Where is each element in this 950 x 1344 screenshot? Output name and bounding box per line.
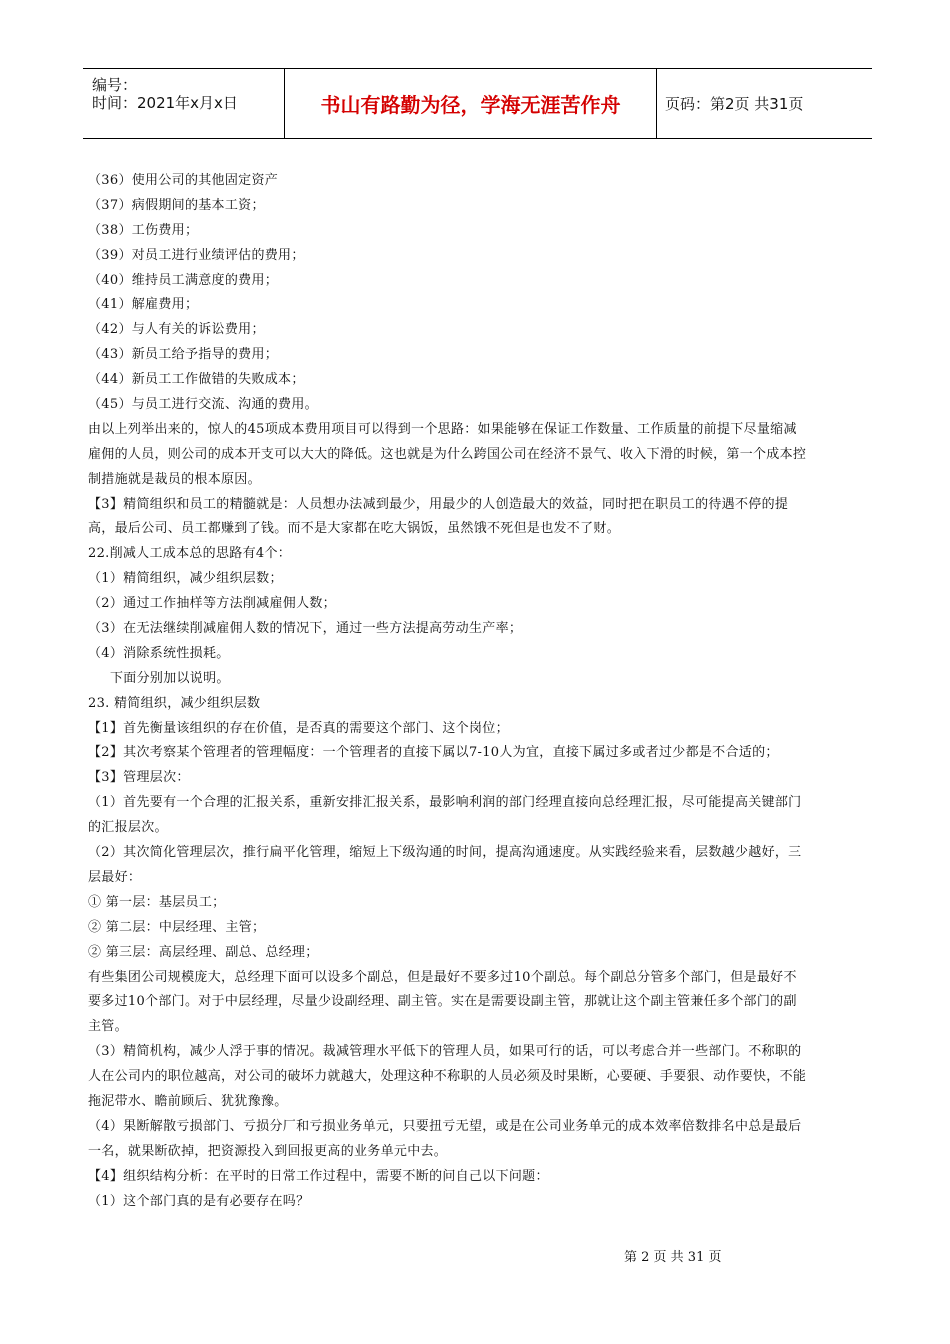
text-line: （39）对员工进行业绩评估的费用； — [88, 247, 305, 263]
header-page-number: 页码：第2页 共31页 — [665, 95, 804, 113]
text-line: （4）消除系统性损耗。 — [88, 645, 230, 661]
header-motto-cell — [284, 69, 657, 138]
text-line: 拖泥带水、瞻前顾后、犹犹豫豫。 — [88, 1093, 288, 1109]
text-line: （44）新员工工作做错的失败成本； — [88, 372, 305, 388]
document-number-label: 编号： — [92, 76, 138, 94]
header-left-cell — [83, 69, 283, 138]
text-line: 一名，就果断砍掉，把资源投入到回报更高的业务单元中去。 — [88, 1143, 448, 1159]
text-line: （2）其次简化管理层次，推行扁平化管理，缩短上下级沟通的时间，提高沟通速度。从实践经验来看，层数越少越好，三 — [88, 845, 802, 861]
page-footer: 第 2 页 共 31 页 — [624, 1250, 722, 1265]
text-line: 雇佣的人员，则公司的成本开支可以大大的降低。这也就是为什么跨国公司在经济不景气、收入下滑的时候，第一个成本控 — [88, 446, 807, 462]
text-line: （38）工伤费用； — [88, 222, 199, 238]
text-line: （42）与人有关的诉讼费用； — [88, 322, 265, 338]
text-line: 主管。 — [88, 1019, 128, 1035]
text-line: ② 第三层：高层经理、副总、总经理； — [88, 944, 319, 960]
text-line: 的汇报层次。 — [88, 820, 168, 836]
text-line: （45）与员工进行交流、沟通的费用。 — [88, 397, 318, 413]
page-header — [83, 68, 872, 139]
text-line: 由以上列举出来的，惊人的45项成本费用项目可以得到一个思路：如果能够在保证工作数量、工作质量的前提下尽量缩减 — [88, 421, 797, 437]
text-line: （4）果断解散亏损部门、亏损分厂和亏损业务单元，只要扭亏无望，或是在公司业务单元的成本效率倍数排名中总是最后 — [88, 1118, 802, 1134]
text-line: ① 第一层：基层员工； — [88, 894, 226, 910]
text-line: ② 第二层：中层经理、主管； — [88, 919, 266, 935]
header-motto: 书山有路勤为径，学海无涯苦作舟 — [320, 93, 621, 117]
text-line: （37）病假期间的基本工资； — [88, 197, 265, 213]
text-line: （3）精简机构，减少人浮于事的情况。裁减管理水平低下的管理人员，如果可行的话，可以考虑合并一些部门。不称职的 — [88, 1044, 802, 1060]
text-line: （43）新员工给予指导的费用； — [88, 347, 279, 363]
text-line: 【3】管理层次： — [88, 770, 190, 786]
text-line: 层最好： — [88, 869, 142, 885]
text-line: 22.削减人工成本总的思路有4个： — [88, 546, 292, 562]
text-line: （1）精简组织，减少组织层数； — [88, 571, 283, 587]
text-line: 高，最后公司、员工都赚到了钱。而不是大家都在吃大锅饭，虽然饿不死但是也发不了财。 — [88, 521, 621, 537]
header-page-cell — [656, 69, 872, 138]
text-line: （1）首先要有一个合理的汇报关系，重新安排汇报关系，最影响利润的部门经理直接向总经理汇报，尽可能提高关键部门 — [88, 795, 802, 811]
text-line: 要多过10个部门。对于中层经理，尽量少设副经理、副主管。实在是需要设副主管，那就让这个副主管兼任多个部门的副 — [88, 994, 797, 1010]
text-line: 下面分别加以说明。 — [110, 670, 230, 686]
text-line: 【2】其次考察某个管理者的管理幅度：一个管理者的直接下属以7-10人为宜，直接下属过多或者过少都是不合适的； — [88, 745, 779, 761]
text-line: （40）维持员工满意度的费用； — [88, 272, 279, 288]
document-body — [88, 169, 860, 1214]
text-line: （41）解雇费用； — [88, 297, 199, 313]
text-line: （1）这个部门真的是有必要存在吗？ — [88, 1193, 310, 1209]
text-line: （2）通过工作抽样等方法削减雇佣人数； — [88, 596, 336, 612]
text-line: 【3】精简组织和员工的精髓就是：人员想办法减到最少，用最少的人创造最大的效益，同时把在职员工的待遇不停的提 — [88, 496, 789, 512]
text-line: （36）使用公司的其他固定资产 — [88, 173, 279, 188]
text-line: 【4】组织结构分析：在平时的日常工作过程中，需要不断的问自己以下问题： — [88, 1168, 549, 1184]
text-line: 有些集团公司规模庞大，总经理下面可以设多个副总，但是最好不要多过10个副总。每个副总分管多个部门，但是最好不 — [88, 969, 797, 985]
text-line: 23. 精简组织，减少组织层数 — [88, 695, 261, 711]
text-line: 制措施就是裁员的根本原因。 — [88, 471, 261, 487]
text-line: 【1】首先衡量该组织的存在价值，是否真的需要这个部门、这个岗位； — [88, 720, 509, 736]
text-line: 人在公司内的职位越高，对公司的破坏力就越大，处理这种不称职的人员必须及时果断，心要硬、手要狠、动作要快，不能 — [88, 1069, 807, 1085]
document-time-label: 时间：2021年x月x日 — [92, 94, 238, 112]
text-line: （3）在无法继续削减雇佣人数的情况下，通过一些方法提高劳动生产率； — [88, 621, 523, 637]
